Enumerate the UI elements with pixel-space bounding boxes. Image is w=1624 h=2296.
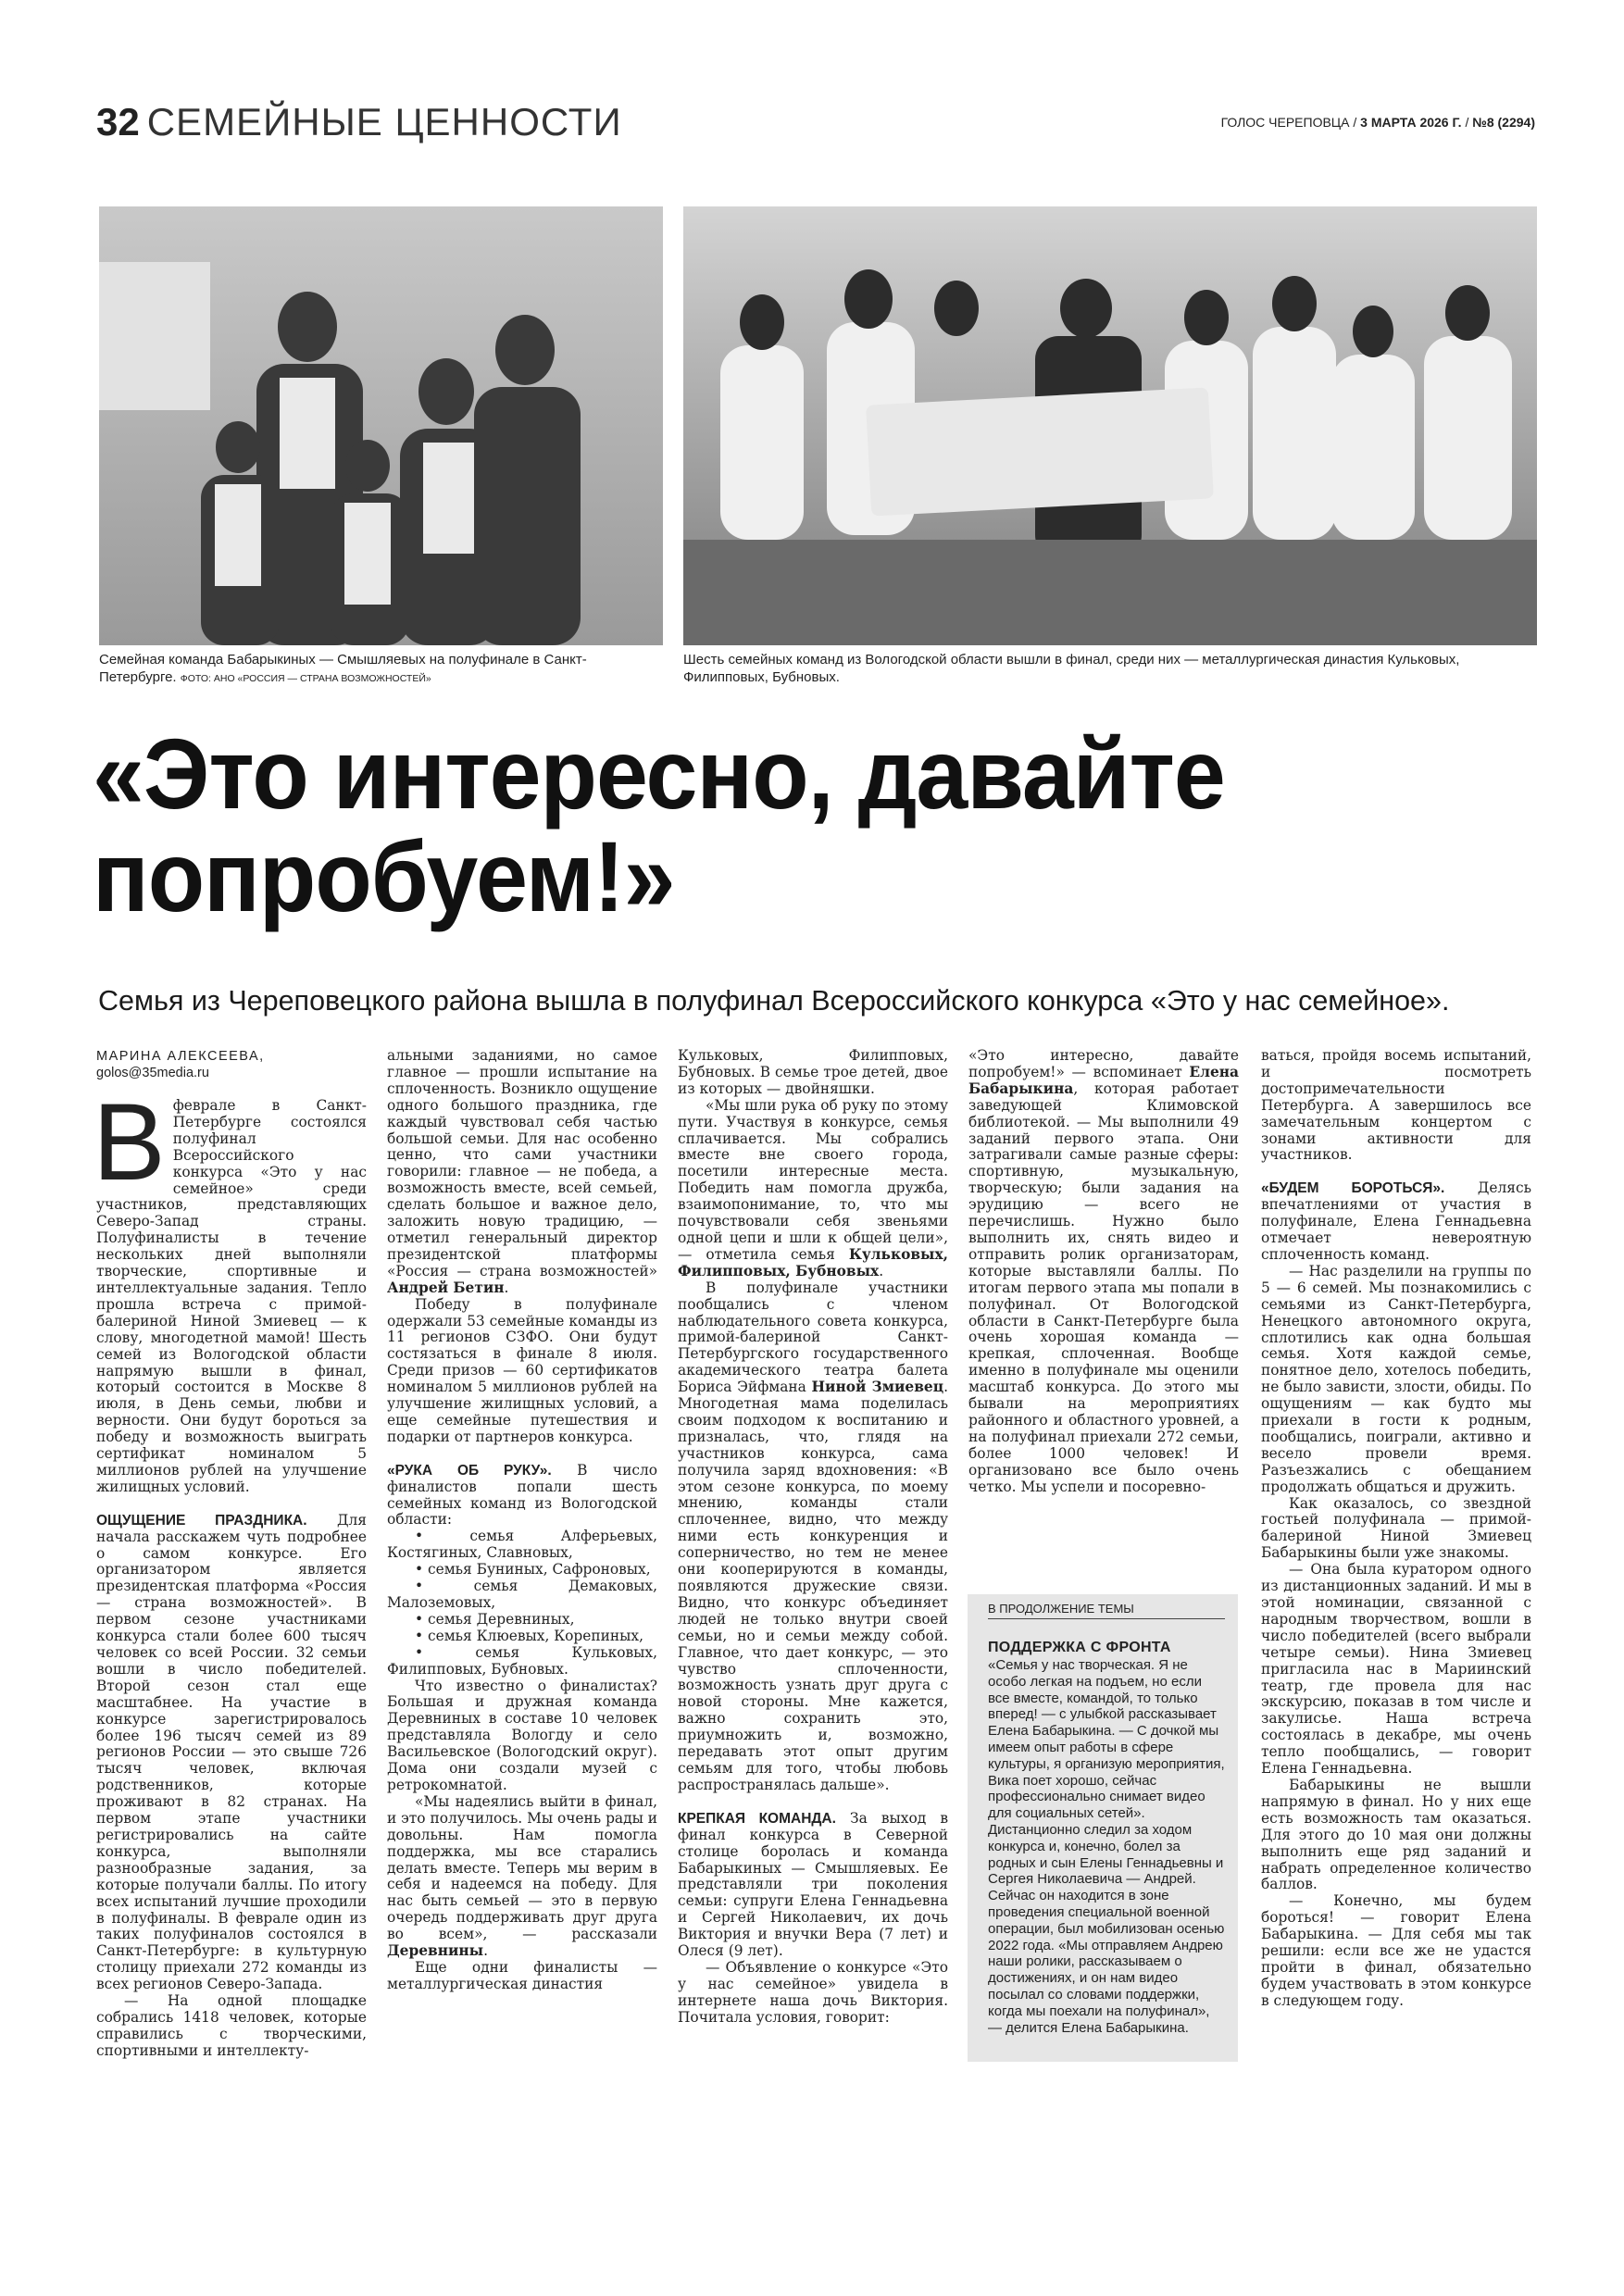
section-title: СЕМЕЙНЫЕ ЦЕННОСТИ — [146, 100, 622, 144]
text-run: В число финалистов попали шесть семейных команд из Вологодской области: — [387, 1461, 657, 1529]
article-column-1 — [93, 1048, 367, 2060]
paragraph — [1261, 1778, 1531, 1893]
paragraph — [387, 1678, 657, 1794]
paragraph — [678, 1960, 948, 2027]
photo-credit: ФОТО: АНО «РОССИЯ — СТРАНА ВОЗМОЖНОСТЕЙ» — [180, 673, 431, 684]
bold-name: Ниной Змиевец — [811, 1379, 944, 1396]
paragraph — [387, 1048, 657, 1297]
text-run: • семья Деревниных, — [415, 1610, 575, 1628]
paragraph — [387, 1794, 657, 1960]
paragraph — [387, 1645, 657, 1678]
paragraph — [93, 1081, 367, 1496]
section-subhead: КРЕПКАЯ КОМАНДА. — [678, 1810, 836, 1827]
paper-name: ГОЛОС ЧЕРЕПОВЦА / — [1220, 115, 1357, 130]
bold-name: Елена Бабарыкина — [968, 1063, 1239, 1097]
text-run: В полуфинале участники пообщались с членом наблюдательного совета конкурса, примой-балериной Санкт-Петербургского государственного академического театра балета Бориса Эйфмана — [678, 1279, 948, 1396]
sidebar-text: «Семья у нас творческая. Я не особо легкая на подъем, но если все вместе, командой, то только вперед! — с улыбкой рассказывает Елена Бабарыкина. — С дочкой мы имеем опыт работы в сфере культуры, я организую мероприятия, Вика поет хорошо, сейчас профессионально снимает видео для социальных сетей». Дистанционно следил за ходом конкурса и, конечно, болел за родных и сын Елены Геннадьевны и Сергея Николаевича — Андрей. Сейчас он находится в зоне проведения специальной военной операции, был мобилизован осенью 2022 года. «Мы отправляем Андрею наши ролики, рассказываем о достижениях, и он нам видео посылал со словами поддержки, когда мы поехали на полуфинал», — делится Елена Бабарыкина. — [988, 1657, 1225, 2036]
text-run: Кульковых, Филипповых, Бубновых. В семье трое детей, двое из которых — двойняшки. — [678, 1047, 948, 1097]
caption-text: Семейная команда Бабарыкиных — Смышляевых на полуфинале в Санкт-Петербурге. — [99, 652, 587, 685]
text-run: — Объявление о конкурсе «Это у нас семейное» увидела в интернете наша дочь Виктория. Почитала условия, говорит: — [678, 1958, 948, 2026]
text-run: • семья Демаковых, Малоземовых, — [387, 1578, 657, 1611]
paragraph — [387, 1297, 657, 1446]
separator: / — [1465, 115, 1469, 130]
photo-finalists — [683, 206, 1537, 645]
headline — [93, 718, 1225, 932]
paragraph — [387, 1612, 657, 1628]
headline-line: «Это интересно, давайте — [93, 718, 1225, 830]
section-subhead: ОЩУЩЕНИЕ ПРАЗДНИКА. — [96, 1512, 307, 1529]
paragraph — [678, 1280, 948, 1794]
text-run: феврале в Санкт-Петербурге состоялся полуфинал Всероссийского конкурса «Это у нас семейное» среди участников, представляющих Северо-Запад страны. Полуфиналисты в течение нескольких дней выполняли творческие, спортивные и интеллектуальные задания. Тепло прошла встреча с примой-балериной Ниной Змиевец — к слову, многодетной мамой! Шесть семей из Вологодской области напрямую вышли в финал, который состоится в Москве 8 июля, в День семьи, любви и верности. Они будут бороться за победу и возможность выиграть сертификат номиналом 5 миллионов рублей на улучшение жилищных условий. — [96, 1097, 367, 1495]
paragraph — [678, 1048, 948, 1098]
paragraph — [96, 1993, 367, 2060]
issue-date: 3 МАРТА 2026 Г. — [1360, 115, 1462, 130]
text-run: Как оказалось, со звездной гостьей полуфинала — примой-балериной Ниной Змиевец Бабарыкины были уже знакомы. — [1261, 1494, 1531, 1562]
text-run: . Многодетная мама поделилась своим подходом к воспитанию и призналась, что, глядя на участников конкурса, сама получила заряд вдохновения: «В этом сезоне конкурса, по моему мнению, команды стали сплоченнее, видно, что между ними есть конкуренция и соперничество, но тем не менее они кооперируются в команды, появляются дружеские связи. Видно, что конкурс объединяет людей не только внутри своей семьи, но и семьи между собой. Главное, что дает конкурс, — это чувство сплоченности, возможность узнать друг друга с новой стороны. Мне кажется, важно сохранить это, приумножить и, возможно, передавать этот опыт другим семьям для того, чтобы любовь распространялась дальше». — [678, 1379, 948, 1793]
text-run: — Она была куратором одного из дистанционных заданий. И мы в этой номинации, связанной с народным творчеством, вошли в число победителей (всего выбрали четыре семьи). Нина Змиевец пригласила нас в Мариинский театр, где провела для нас экскурсию, показав в том числе и закулисье. Наша встреча состоялась в декабре, мы очень тепло пообщались, — говорит Елена Геннадьевна. — [1261, 1561, 1531, 1778]
lead-subheadline: Семья из Череповецкого района вышла в полуфинал Всероссийского конкурса «Это у нас семейное». — [98, 985, 1450, 1017]
text-run: — Нас разделили на группы по 5 — 6 семей. Мы познакомились с семьями из Санкт-Петербурга, Ненецкого автономного округа, сплотились как одна большая семья. Хотя каждой семье, понятное дело, хотелось победить, не было зависти, злости, обиды. По ощущениям — как будто мы приехали в гости к родным, пообщались, поиграли, активно и весело провели время. Разъезжались с обещанием продолжать общаться и дружить. — [1261, 1262, 1531, 1495]
text-run: • семья Буниных, Сафроновых, — [415, 1561, 651, 1578]
paragraph — [1261, 1496, 1531, 1563]
paragraph — [968, 1048, 1239, 1495]
paragraph — [387, 1578, 657, 1612]
page-number: 32 — [96, 100, 140, 144]
article-column-4 — [968, 1048, 1239, 1495]
text-run: • семья Клюевых, Корепиных, — [415, 1627, 643, 1644]
section-subhead: «РУКА ОБ РУКУ». — [387, 1462, 552, 1479]
paragraph — [96, 1513, 367, 1993]
text-run: — Конечно, мы будем бороться! — говорит Елена Бабарыкина. — Для себя мы так решили: если все же не удастся пройти в финал, обязательно будем участвовать в этом конкурсе в следующем году. — [1261, 1892, 1531, 2009]
text-run: • семья Алферьевых, Костягиных, Славновых, — [387, 1528, 657, 1562]
paragraph — [387, 1628, 657, 1645]
photo-family-team — [99, 206, 663, 645]
author-name: МАРИНА АЛЕКСЕЕВА, — [96, 1049, 265, 1064]
paragraph — [387, 1529, 657, 1562]
text-run: , которая работает заведующей Климовской библиотекой. — Мы выполнили 49 заданий первого этапа. Они затрагивали самые разные сферы: спортивную, музыкальную, творческую; были задания на эрудицию — всего не перечислишь. Нужно было выполнить их, снять видео и отправить ролик организаторам, которые выставляли баллы. По итогам первого этапа мы попали в полуфинал. От Вологодской области в Санкт-Петербурге была очень хорошая команда — крепкая, сплоченная. Вообще именно в полуфинале мы оценили масштаб конкурса. До этого мы бывали на мероприятиях районного и областного уровней, а на полуфинал приехали 272 семьи, более 1000 человек! И организовано все было очень четко. Мы успели и посоревно- — [968, 1079, 1239, 1495]
issue-number: №8 (2294) — [1472, 115, 1535, 130]
paragraph — [1261, 1048, 1531, 1164]
headline-line: попробуем!» — [93, 820, 675, 932]
bold-name: Кульковых, Филипповых, Бубновых — [678, 1245, 948, 1279]
bold-name: Деревнины — [387, 1942, 484, 1960]
text-run: Еще одни финалисты — металлургическая династия — [387, 1958, 657, 1992]
masthead — [1221, 115, 1535, 130]
text-run: альными заданиями, но самое главное — прошли испытание на сплоченность. Возникло ощущение одного большого праздника, где каждый чувствовал себя частью большой семьи. Для нас особенно ценно, что сами участники говорили: главное — не победа, а возможность вместе, всей семьей, сделать большое и важное дело, заложить новую традицию, — отметил генеральный директор президентской платформы «Россия — страна возможностей» — [387, 1047, 657, 1279]
text-run: Делясь впечатлениями от участия в полуфинале, Елена Геннадьевна отмечает невероятную сплоченность команд. — [1261, 1179, 1532, 1263]
paragraph — [678, 1811, 948, 1960]
byline — [96, 1048, 367, 1081]
text-run: . — [879, 1262, 884, 1279]
text-run: • семья Кульковых, Филипповых, Бубновых. — [387, 1643, 657, 1678]
photo-caption-right — [683, 651, 1537, 686]
photo-image — [683, 206, 1537, 645]
text-run: «Это интересно, давайте попробуем!» — вспоминает — [968, 1047, 1239, 1080]
paragraph — [387, 1960, 657, 1993]
photo-caption-left — [99, 651, 663, 688]
bold-name: Андрей Бетин — [387, 1279, 505, 1296]
drop-cap: В — [93, 1081, 166, 1204]
text-run: За выход в финал конкурса в Северной столице боролась и команда Бабарыкиных — Смышляевых. Ее представляли три поколения семьи: супруги Елена Геннадьевна и Сергей Николаевич, их дочь Виктория и внучки Вера (7 лет) и Олеся (9 лет). — [678, 1809, 948, 1960]
text-run: . — [483, 1942, 489, 1960]
text-run: — На одной площадке собрались 1418 человек, которые справились с творческими, спортивными и интеллекту- — [96, 1992, 367, 2059]
sidebar-title: ПОДДЕРЖКА С ФРОНТА — [988, 1640, 1171, 1655]
text-run: Что известно о финалистах? Большая и дружная команда Деревниных в составе 10 человек представляла Вологду и село Васильевское (Вологодский округ). Дома они создали музей с ретрокомнатой. — [387, 1677, 657, 1793]
paragraph — [1261, 1180, 1531, 1264]
text-run: ваться, пройдя восемь испытаний, и посмотреть достопримечательности Петербурга. А завершилось все замечательным концертом с зонами активности для участников. — [1261, 1047, 1531, 1164]
text-run: «Мы шли рука об руку по этому пути. Участвуя в конкурсе, семья сплачивается. Мы собрались вместе вне своего города, посетили интересные места. Победить нам помогла дружба, взаимопонимание, то, что мы почувствовали себя звеньями одной цепи и шли к общей цели», — отметила семья — [678, 1096, 948, 1263]
author-email: golos@35media.ru — [96, 1066, 209, 1080]
paragraph — [1261, 1562, 1531, 1778]
sidebar-label: В ПРОДОЛЖЕНИЕ ТЕМЫ — [988, 1602, 1225, 1619]
paragraph — [1261, 1264, 1531, 1496]
text-run: Победу в полуфинале одержали 53 семейные команды из 11 регионов СЗФО. Они будут состязаться в финале 8 июля. Среди призов — 60 сертификатов номиналом 5 миллионов рублей на улучшение жилищных условий, а еще семейные путешествия и подарки от партнеров конкурса. — [387, 1295, 657, 1445]
article-column-3 — [678, 1048, 948, 2027]
section-subhead: «БУДЕМ БОРОТЬСЯ». — [1261, 1180, 1445, 1197]
section-rubric — [96, 100, 622, 144]
text-run: «Мы надеялись выйти в финал, и это получилось. Мы очень рады и довольны. Нам помогла поддержка, мы все старались делать вместе. Теперь мы верим в себя и надеемся на победу. Для нас быть семьей — это в первую очередь поддерживать друг друга во всем», — рассказали — [387, 1792, 657, 1943]
text-run: Для начала расскажем чуть подробнее о самом конкурсе. Его организатором является президентская платформа «Россия — страна возможностей». В первом сезоне участниками конкурса стали более 600 тысяч человек со всей России. 32 семьи вошли в число победителей. Второй сезон стал еще масштабнее. На участие в конкурсе зарегистрировалось более 196 тысяч семей из 89 регионов России — это свыше 726 тысяч человек, включая родственников, которые проживают в 82 странах. На первом этапе участники регистрировались на сайте конкурса, выполняли разнообразные задания, за которые получали баллы. По итогу всех испытаний лучшие проходили в полуфиналы. В феврале один из таких полуфиналов состоялся в Санкт-Петербурге: в культурную столицу приехали 272 команды из всех регионов Северо-Запада. — [96, 1511, 367, 1993]
paragraph — [387, 1463, 657, 1529]
paragraph — [678, 1098, 948, 1280]
text-run: . — [504, 1279, 509, 1296]
text-run: Бабарыкины не вышли напрямую в финал. Но у них еще есть возможность там оказаться. Для этого до 10 мая они должны выполнить еще ряд заданий и набрать определенное количество баллов. — [1261, 1776, 1531, 1893]
paragraph — [1261, 1893, 1531, 2009]
caption-text: Шесть семейных команд из Вологодской области вышли в финал, среди них — металлургическая династия Кульковых, Филипповых, Бубновых. — [683, 652, 1460, 685]
article-column-5 — [1261, 1048, 1531, 2010]
article-column-2 — [387, 1048, 657, 1993]
paragraph — [387, 1562, 657, 1578]
photo-image — [99, 206, 663, 645]
sidebar-box — [968, 1594, 1238, 2062]
